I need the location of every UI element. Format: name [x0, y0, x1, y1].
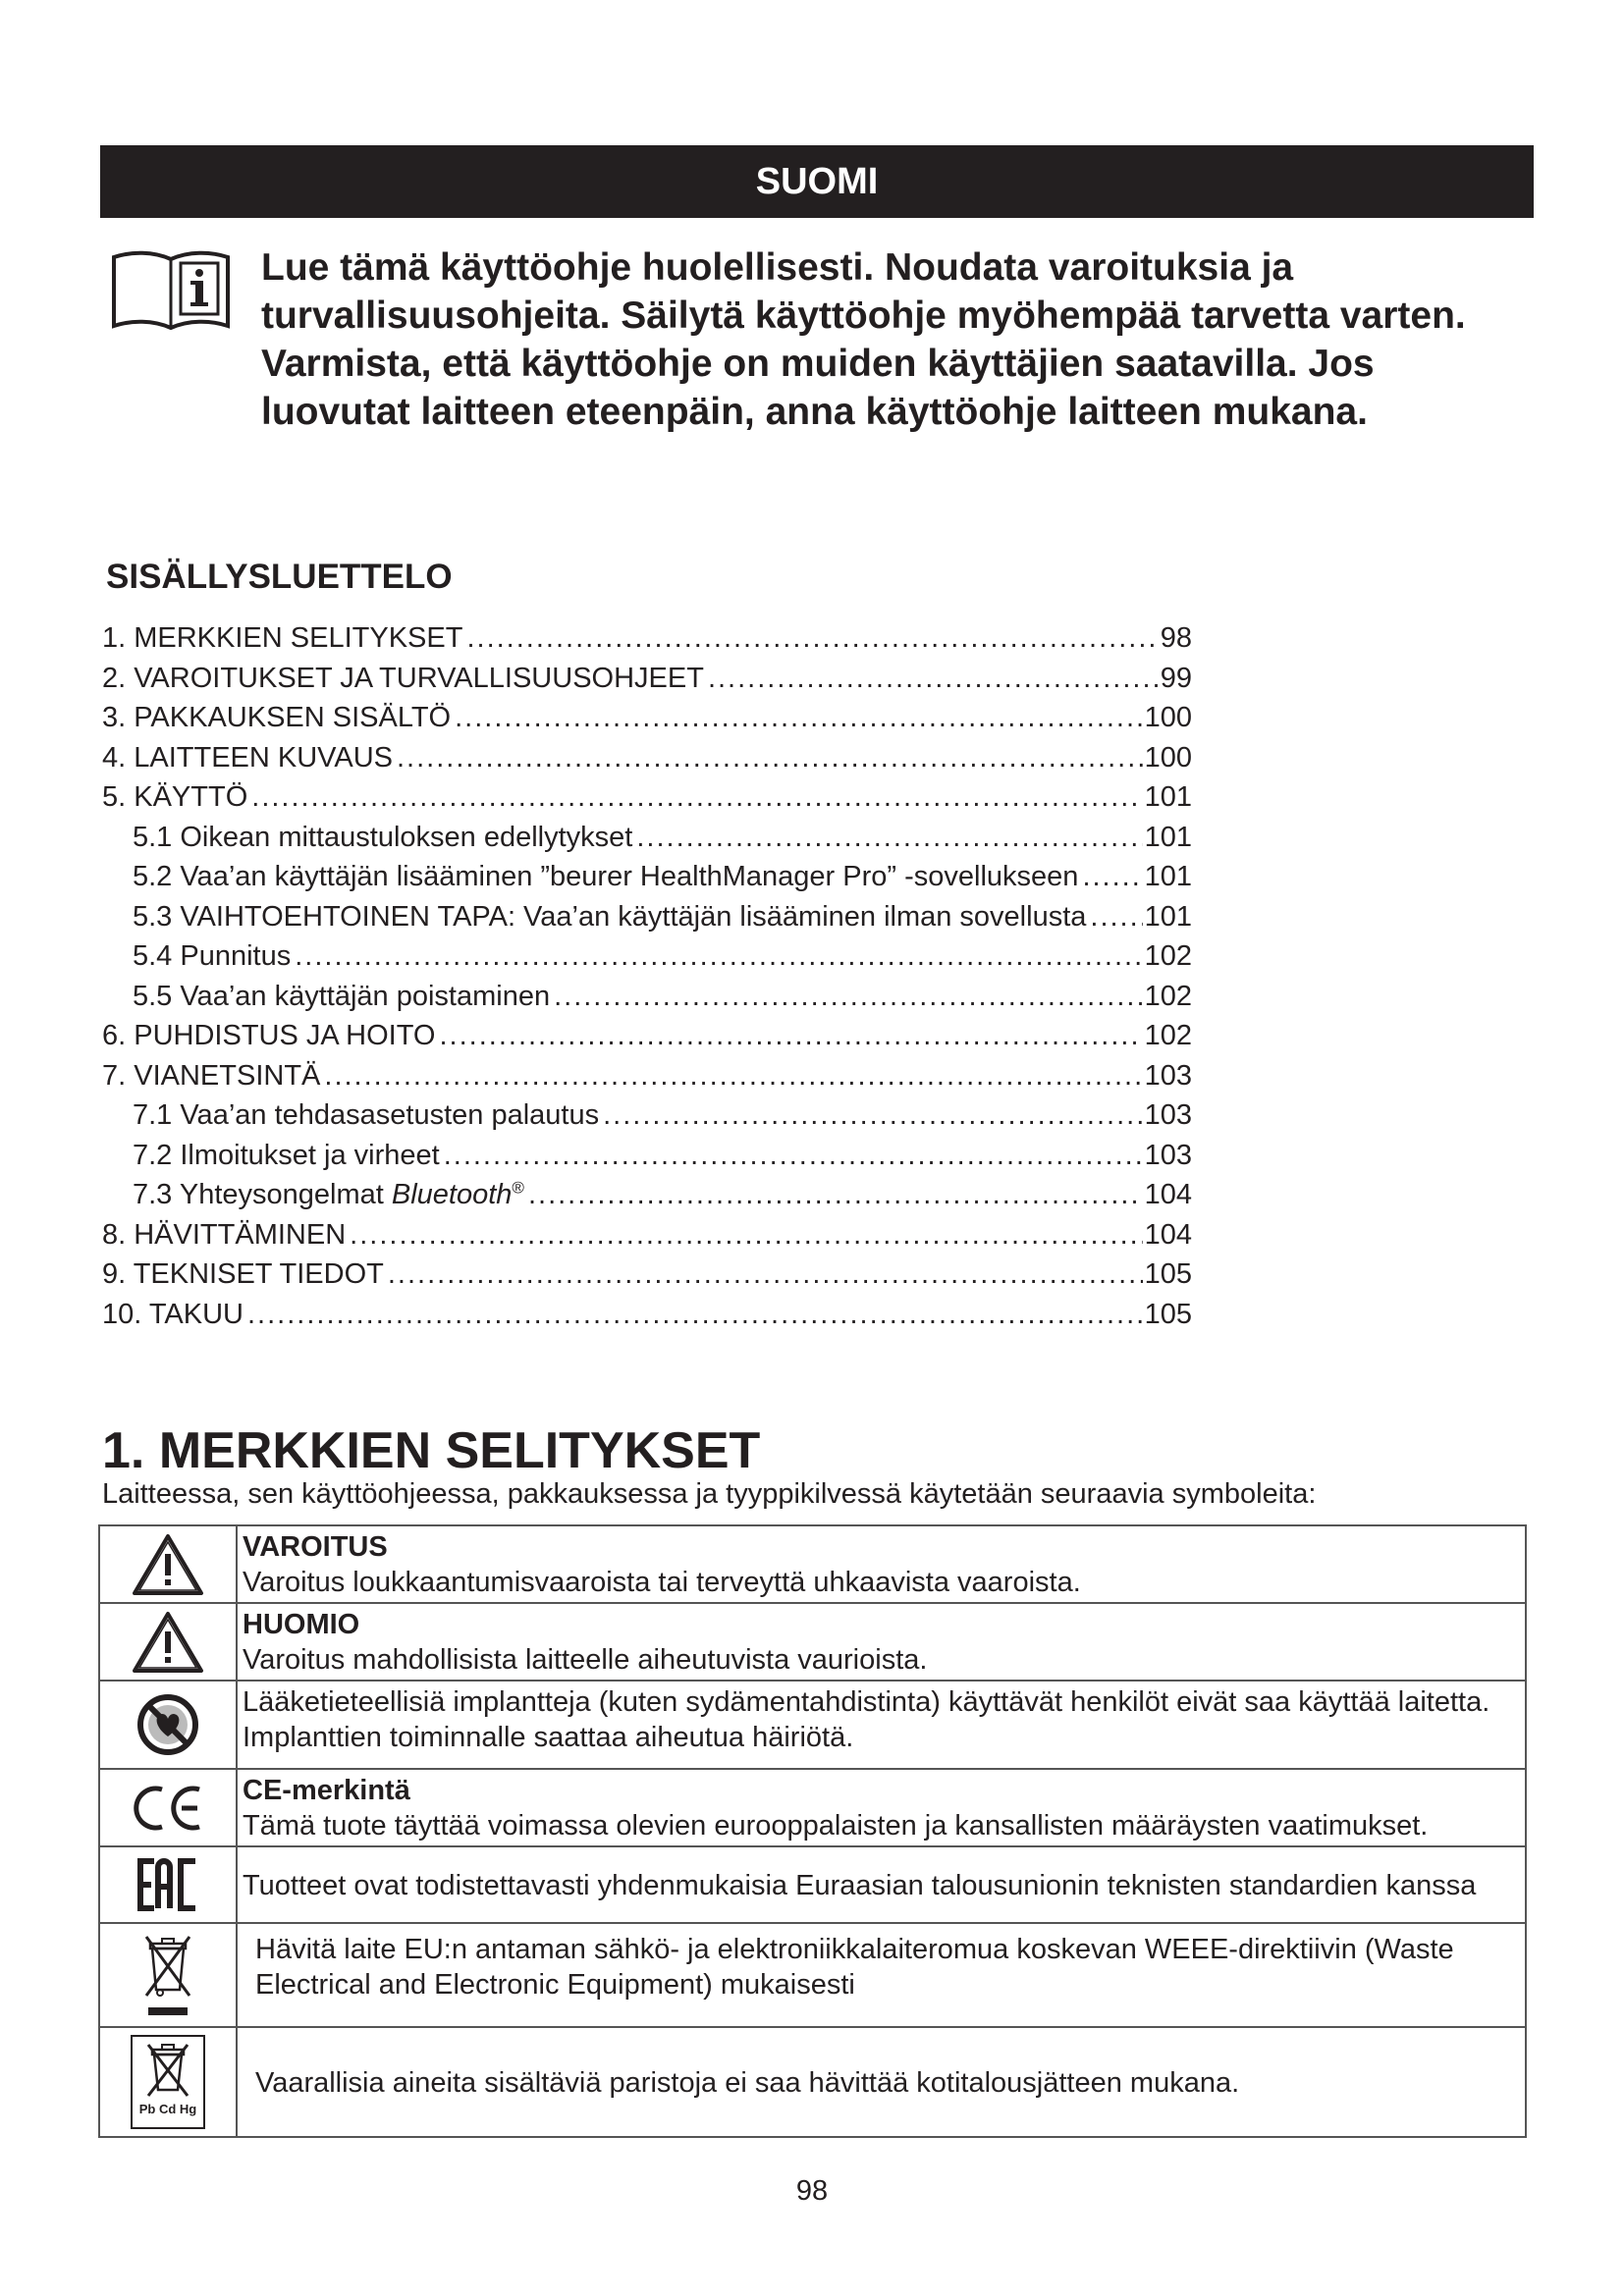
symbol-icon-cell: [99, 1603, 237, 1681]
table-of-contents: [102, 618, 1192, 1334]
toc-entry-title: 9. TEKNISET TIEDOT: [102, 1258, 384, 1290]
symbol-description: Lääketieteellisiä implantteja (kuten sydämentahdistinta) käyttävät henkilöt eivät saa käyttää laitetta. Implanttien toiminnalle saattaa aiheutua häiriötä.: [243, 1686, 1490, 1753]
toc-leader: [1082, 857, 1142, 897]
toc-entry[interactable]: [102, 738, 1192, 778]
toc-entry-title: 5.1 Oikean mittaustuloksen edellytykset: [133, 821, 633, 853]
symbol-icon-cell: [99, 2027, 237, 2137]
toc-entry-page: 101: [1144, 861, 1192, 892]
toc-entry-title: 6. PUHDISTUS JA HOITO: [102, 1020, 436, 1051]
toc-leader: [708, 659, 1159, 699]
symbol-icon-cell: [99, 1681, 237, 1769]
toc-entry-page: 99: [1160, 662, 1192, 694]
symbol-text-cell: [237, 1923, 1526, 2027]
toc-leader: [636, 818, 1142, 858]
toc-leader: [397, 738, 1143, 778]
toc-entry[interactable]: [102, 1215, 1192, 1255]
toc-entry[interactable]: [102, 1056, 1192, 1096]
toc-subentry[interactable]: [102, 818, 1192, 858]
intro-line: Varmista, että käyttöohje on muiden käyttäjien saatavilla. Jos: [261, 343, 1375, 385]
toc-entry-page: 102: [1144, 940, 1192, 972]
caution-triangle-icon: [100, 1610, 236, 1675]
symbol-description: Tämä tuote täyttää voimassa olevien eurooppalaisten ja kansallisten määräysten vaatimukset.: [243, 1810, 1429, 1842]
symbol-icon-cell: [99, 1923, 237, 2027]
toc-entry-page: 101: [1144, 781, 1192, 813]
toc-entry-page: 100: [1144, 702, 1192, 733]
toc-entry-page: 105: [1144, 1298, 1192, 1330]
toc-entry[interactable]: [102, 659, 1192, 699]
toc-subentry[interactable]: [102, 897, 1192, 937]
registered-mark: ®: [512, 1178, 524, 1198]
symbols-table: [98, 1524, 1527, 2138]
toc-subentry[interactable]: [102, 1175, 1192, 1215]
battery-chemistry-label: Pb Cd Hg: [138, 2102, 197, 2116]
symbol-description: Varoitus mahdollisista laitteelle aiheutuvista vaurioista.: [243, 1644, 928, 1676]
section-intro: Laitteessa, sen käyttöohjeessa, pakkauksessa ja tyyppikilvessä käytetään seuraavia symboleita:: [102, 1478, 1317, 1510]
toc-entry-page: 101: [1144, 900, 1192, 933]
symbol-description: Vaarallisia aineita sisältäviä paristoja ei saa hävittää kotitalousjätteen mukana.: [255, 2066, 1240, 2099]
ce-mark-icon: [100, 1784, 236, 1833]
toc-entry-title: 8. HÄVITTÄMINEN: [102, 1218, 347, 1251]
language-banner: SUOMI: [100, 145, 1534, 218]
intro-line: Lue tämä käyttöohje huolellisesti. Noudata varoituksia ja: [261, 246, 1294, 289]
battery-bin-icon: [131, 2035, 205, 2129]
toc-entry-page: 105: [1144, 1258, 1192, 1290]
toc-entry-title: 10. TAKUU: [102, 1298, 244, 1330]
toc-leader: [388, 1255, 1143, 1295]
symbol-row: [99, 2027, 1526, 2137]
toc-entry-title: 5.2 Vaa’an käyttäjän lisääminen ”beurer HealthManager Pro” -sovellukseen: [133, 861, 1079, 892]
symbol-row: [99, 1923, 1526, 2027]
toc-leader: [295, 936, 1142, 977]
symbol-title: VAROITUS: [243, 1531, 388, 1563]
symbol-title: HUOMIO: [243, 1609, 360, 1640]
toc-leader: [247, 1295, 1143, 1335]
toc-entry-title: 5.4 Punnitus: [133, 940, 292, 972]
toc-entry[interactable]: [102, 1295, 1192, 1335]
symbol-text-cell: [237, 1525, 1526, 1603]
toc-leader: [1090, 897, 1142, 937]
toc-entry-title: 5.3 VAIHTOEHTOINEN TAPA: Vaa’an käyttäjän lisääminen ilman sovellusta: [133, 900, 1087, 933]
toc-subentry[interactable]: [102, 1095, 1192, 1136]
toc-entry[interactable]: [102, 1255, 1192, 1295]
info-book-icon: [110, 247, 232, 332]
toc-entry[interactable]: [102, 698, 1192, 738]
intro-line: luovutat laitteen eteenpäin, anna käyttöohje laitteen mukana.: [261, 391, 1368, 433]
toc-leader: [554, 977, 1143, 1017]
toc-entry-title: 3. PAKKAUKSEN SISÄLTÖ: [102, 702, 452, 733]
toc-leader: [528, 1175, 1143, 1215]
intro-notice: [261, 243, 1538, 436]
symbol-row: [99, 1681, 1526, 1769]
intro-line: turvallisuusohjeita. Säilytä käyttöohje myöhempää tarvetta varten.: [261, 294, 1466, 337]
toc-entry-page: 103: [1144, 1099, 1192, 1131]
toc-heading: SISÄLLYSLUETTELO: [106, 558, 453, 596]
toc-entry-page: 104: [1144, 1218, 1192, 1251]
symbol-row: [99, 1525, 1526, 1603]
toc-entry-title: 5. KÄYTTÖ: [102, 781, 248, 813]
toc-entry-page: 102: [1144, 1020, 1192, 1051]
toc-leader: [603, 1095, 1143, 1136]
toc-leader: [324, 1056, 1142, 1096]
toc-subentry[interactable]: [102, 857, 1192, 897]
toc-title-italic: Bluetooth: [391, 1179, 513, 1210]
toc-entry-page: 103: [1144, 1139, 1192, 1171]
toc-entry-title: 4. LAITTEEN KUVAUS: [102, 741, 393, 774]
section-heading: 1. MERKKIEN SELITYKSET: [102, 1422, 761, 1479]
symbol-text-cell: [237, 1846, 1526, 1923]
symbol-text-cell: [237, 2027, 1526, 2137]
symbol-row: [99, 1846, 1526, 1923]
toc-leader: [251, 777, 1142, 818]
page-number: 98: [795, 2175, 829, 2207]
toc-leader: [455, 698, 1143, 738]
toc-subentry[interactable]: [102, 977, 1192, 1017]
toc-subentry[interactable]: [102, 936, 1192, 977]
eac-mark-icon: [100, 1857, 236, 1912]
toc-leader: [439, 1016, 1142, 1056]
symbol-row: [99, 1769, 1526, 1846]
no-pacemaker-icon: [100, 1693, 236, 1756]
symbol-description: Tuotteet ovat todistettavasti yhdenmukaisia Euraasian talousunionin teknisten standardien kanssa: [243, 1869, 1477, 1901]
symbol-text-cell: [237, 1769, 1526, 1846]
symbol-description: Hävitä laite EU:n antaman sähkö- ja elektroniikkalaiteromua koskevan WEEE-direktiivin (Waste Electrical and Electronic Equipment) mukaisesti: [255, 1934, 1454, 2001]
toc-entry-page: 103: [1144, 1059, 1192, 1092]
toc-subentry[interactable]: [102, 1136, 1192, 1176]
symbol-description: Varoitus loukkaantumisvaaroista tai terveyttä uhkaavista vaaroista.: [243, 1567, 1081, 1598]
toc-entry-title: 7. VIANETSINTÄ: [102, 1059, 321, 1092]
toc-entry-title: [133, 1175, 524, 1215]
warning-triangle-icon: [100, 1532, 236, 1597]
toc-entry-title: 7.1 Vaa’an tehdasasetusten palautus: [133, 1099, 600, 1131]
weee-bin-icon: [100, 1931, 236, 2019]
toc-entry[interactable]: [102, 1016, 1192, 1056]
symbol-row: [99, 1603, 1526, 1681]
symbol-icon-cell: [99, 1769, 237, 1846]
toc-leader: [444, 1136, 1143, 1176]
symbol-icon-cell: [99, 1846, 237, 1923]
toc-entry-page: 104: [1144, 1179, 1192, 1210]
toc-leader: [350, 1215, 1142, 1255]
toc-entry-title: 2. VAROITUKSET JA TURVALLISUUSOHJEET: [102, 662, 704, 694]
toc-entry[interactable]: [102, 777, 1192, 818]
toc-entry[interactable]: [102, 618, 1192, 659]
toc-entry-title: 7.2 Ilmoitukset ja virheet: [133, 1139, 440, 1171]
toc-entry-title: 5.5 Vaa’an käyttäjän poistaminen: [133, 980, 551, 1012]
symbol-text-cell: [237, 1681, 1526, 1769]
symbol-text-cell: [237, 1603, 1526, 1681]
symbol-title: CE-merkintä: [243, 1775, 410, 1806]
toc-entry-page: 101: [1144, 821, 1192, 853]
symbol-icon-cell: [99, 1525, 237, 1603]
toc-leader: [466, 618, 1158, 659]
toc-entry-page: 102: [1144, 980, 1192, 1012]
toc-title-text: 7.3 Yhteysongelmat: [133, 1179, 392, 1210]
toc-entry-page: 100: [1144, 741, 1192, 774]
toc-entry-page: 98: [1160, 622, 1192, 654]
toc-entry-title: 1. MERKKIEN SELITYKSET: [102, 622, 463, 654]
